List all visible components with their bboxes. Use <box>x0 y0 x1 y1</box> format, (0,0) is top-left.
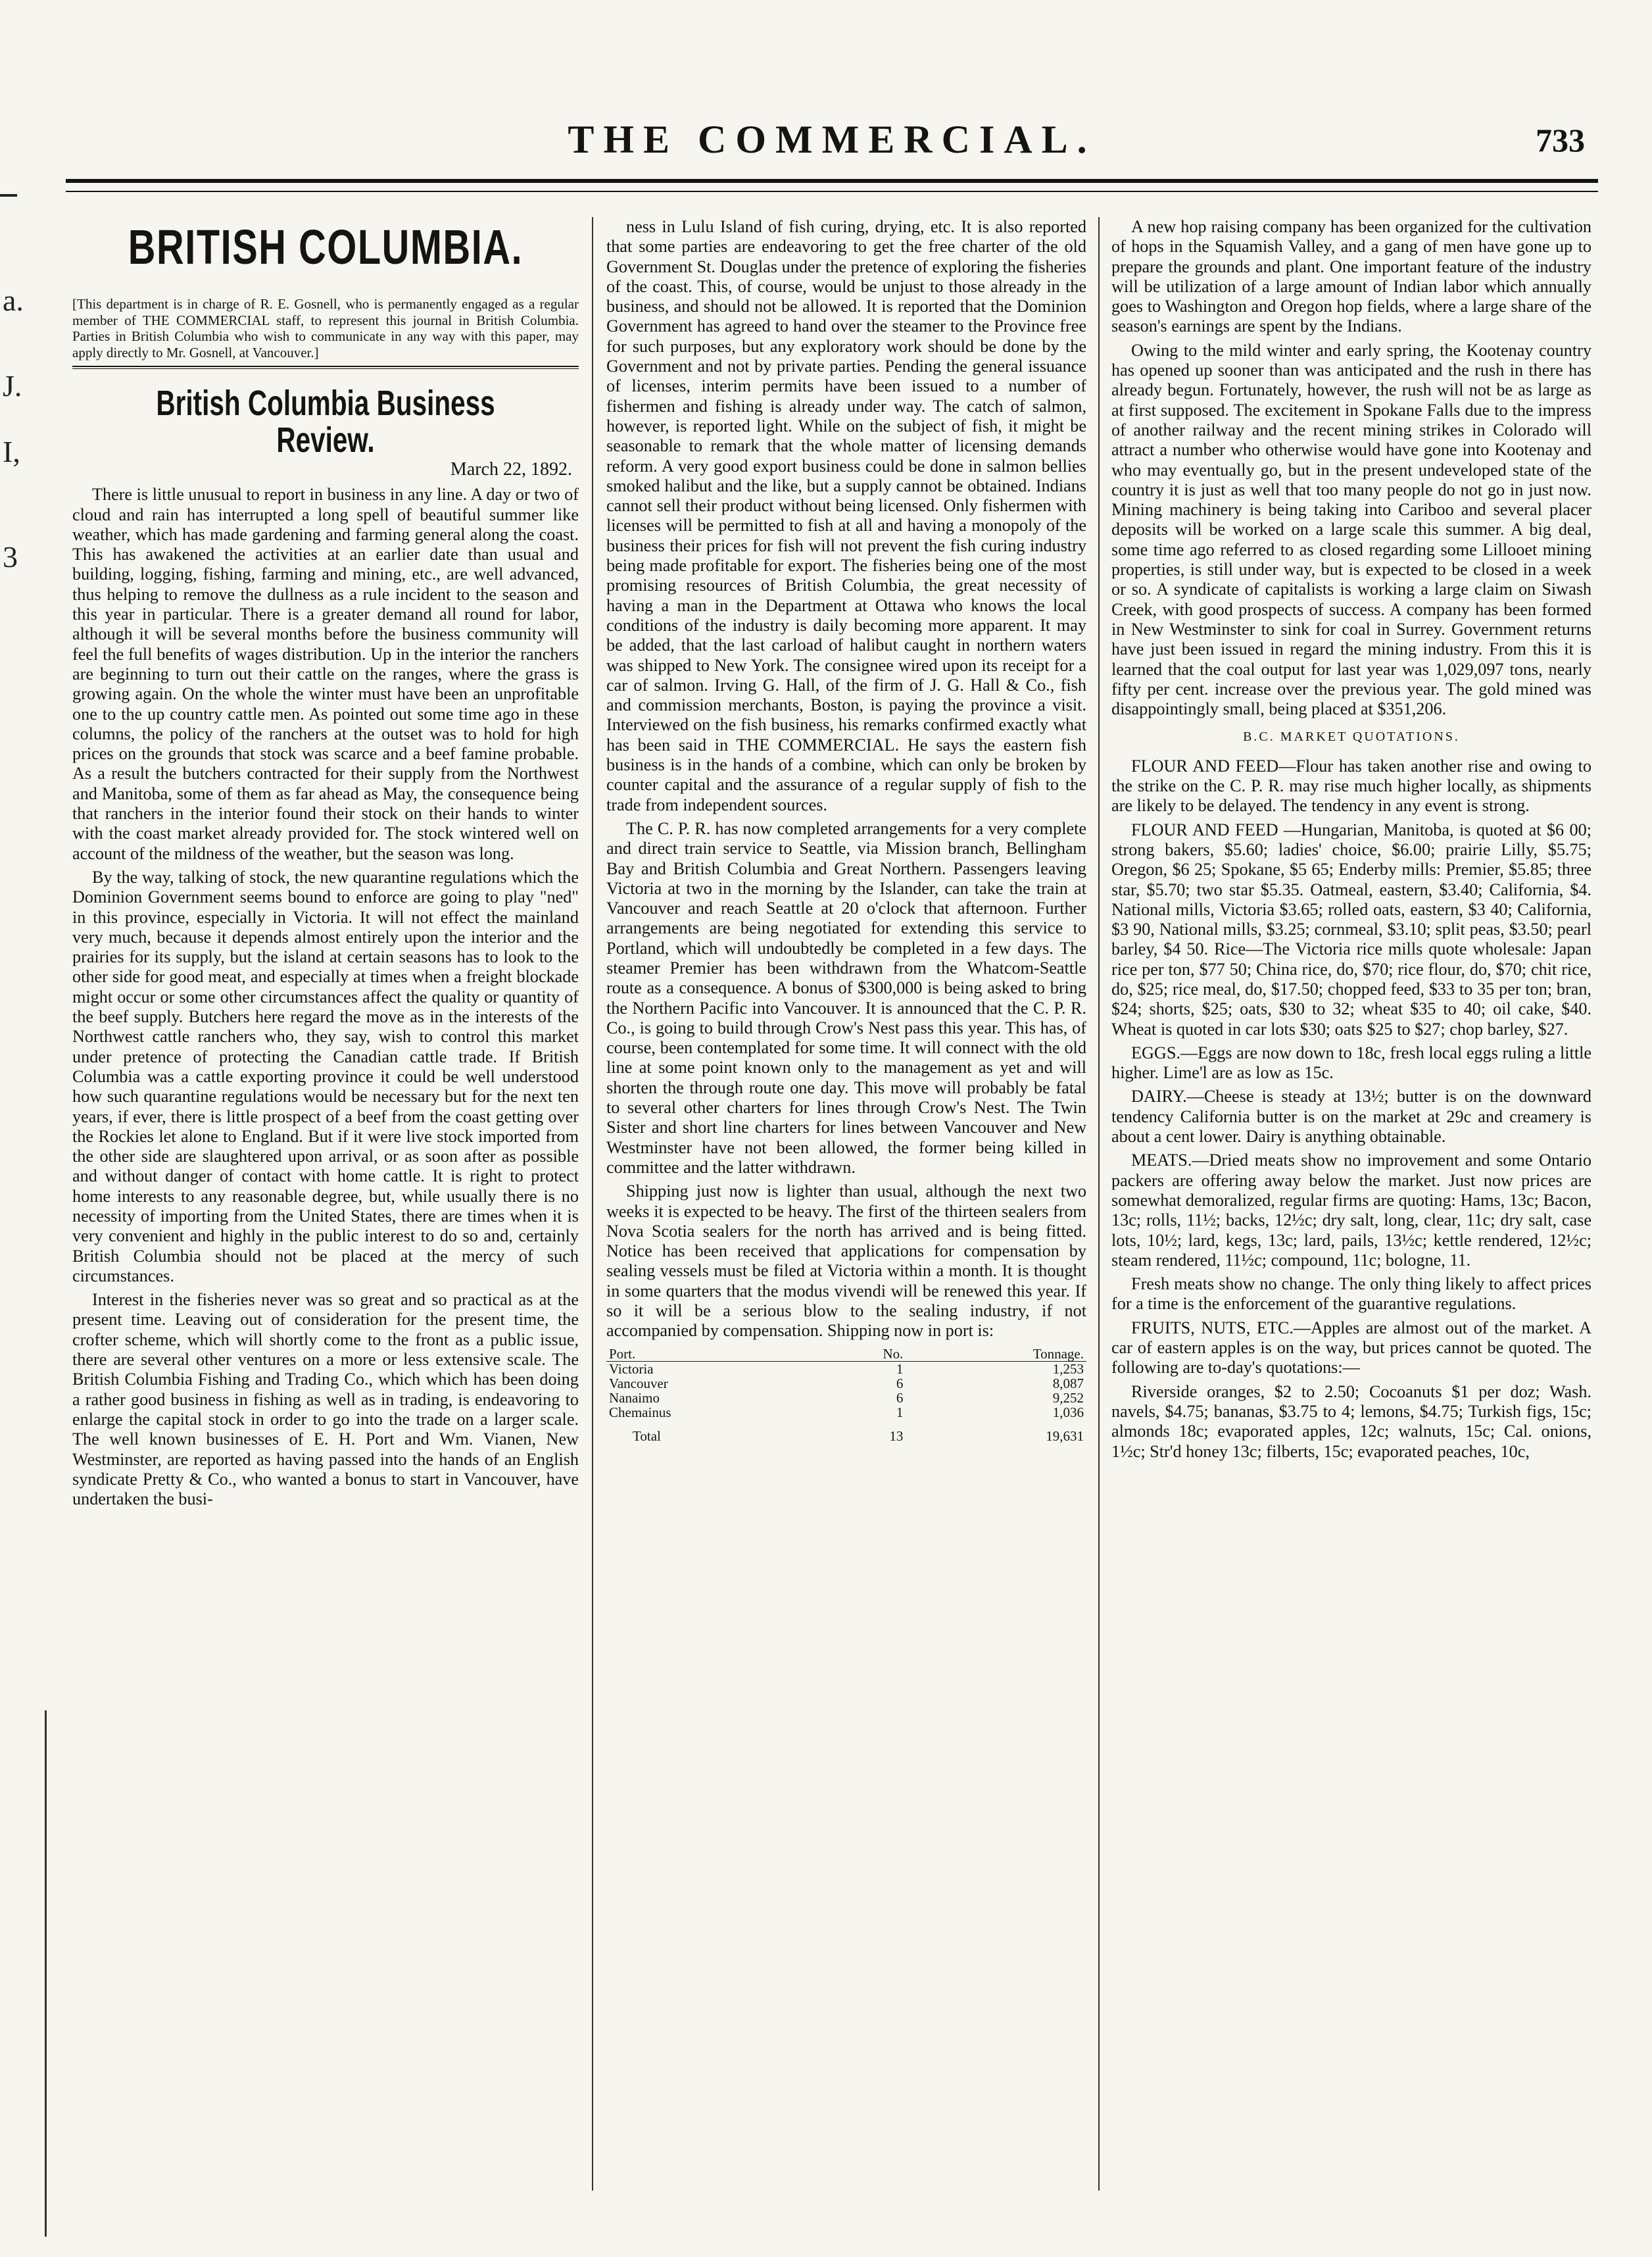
market-paragraph: Riverside oranges, $2 to 2.50; Cocoanuts $1 per doz; Wash. navels, $4.75; bananas, $3.75 to 4; lemons, $4.75; Turkish figs, 15c; almonds 18c; evaporated apples, 12c; walnuts, 15c; Cal. onions, 1½c; Str'd honey 13c; filberts, 15c; evaporated peaches, 10c, <box>1111 1381 1591 1461</box>
shipping-table <box>606 1347 1086 1443</box>
market-paragraph: EGGS.—Eggs are now down to 18c, fresh local eggs ruling a little higher. Lime'l are as low as 15c. <box>1111 1043 1591 1083</box>
market-heading: B.C. MARKET QUOTATIONS. <box>1243 730 1460 745</box>
market-paragraph: MEATS.—Dried meats show no improvement and some Ontario packers are offering away below the market. Just now prices are somewhat demoralized, regular firms are quoting: Hams, 13c; Bacon, 13c; rolls, 11½; backs, 12½c; dry salt, long, clear, 11c; dry salt, case lots, 10½; lard, kegs, 13c; lard, pails, 13½c; kettle rendered, 12½c; steam rendered, 11½c; compound, 11c; bologne, 11. <box>1111 1151 1591 1270</box>
section-title: BRITISH COLUMBIA. <box>128 220 523 274</box>
article-paragraph: By the way, talking of stock, the new quarantine regulations which the Dominion Government seems bound to enforce are going to play "ned" in this province, especially in Victoria. It will not effect the mainland very much, because it depends almost entirely upon the interior and the prairies for its supply, but the island at certain seasons has to look to the other side for good meat, and especially at times when a freight blockade might occur or some other circumstances affect the quality or quantity of the beef supply. Butchers here regard the move as in the interests of the Northwest cattle ranchers who, they say, wish to control this market under pretence of protecting the Canadian cattle trade. If British Columbia was a cattle exporting province it could be well understood how such quarantine regulations would be necessary but for the next ten years, if ever, there is little prospect of a beef from the coast getting over the Rockies let alone to England. But if it were live stock imported from the other side are slaughtered upon arrival, or as soon after as possible and without danger of contact with home cattle. It is right to protect home interests to any reasonable degree, but, while usually there is no necessity of importing from the United States, there are times when it is very convenient and highly in the public interest to do so and, certainly British Columbia should not be placed at the mercy of such circumstances. <box>72 867 579 1285</box>
table-row <box>606 1405 1086 1420</box>
divider <box>72 368 579 369</box>
tonnage-cell: 1,036 <box>1052 1404 1084 1420</box>
column-header: Port. <box>606 1347 823 1362</box>
margin-mark: a. <box>3 284 24 317</box>
margin-line <box>45 1710 47 2237</box>
margin-mark: J. <box>3 369 22 403</box>
column-2 <box>606 217 1086 1443</box>
count-cell: 1 <box>896 1360 904 1377</box>
column-header: Tonnage. <box>906 1347 1086 1362</box>
count-cell: 6 <box>896 1389 904 1406</box>
port-cell: Chemainus <box>609 1404 671 1420</box>
column-divider <box>592 217 593 2191</box>
article-paragraph: Owing to the mild winter and early spring, the Kootenay country has opened up sooner than was anticipated and the rush in there has already begun. Fortunately, however, the rush will not be as large as at first supposed. The excitement in Spokane Falls due to the impress of another railway and the recent mining strikes in Colorado will attract a number who otherwise would have gone into Kootenay and who may eventually go, but in the present undeveloped state of the country it is just as well that too many people do not go in just now. Mining machinery is being taking into Cariboo and several placer deposits will be worked on a large scale this summer. A big deal, some time ago referred to as closed regarding some Lillooet mining properties, is still under way, but is expected to be closed in a week or so. A syndicate of capitalists is working a large claim on Siwash Creek, with good prospects of success. A company has been formed in New Westminster to sink for coal in Surrey. Government returns have just been issued in regard the mining industry. From this it is learned that the coal output for last year was 1,029,097 tons, nearly fifty per cent. increase over the previous year. The gold mined was disappointingly small, being placed at $351,206. <box>1111 340 1591 719</box>
market-paragraph: FLOUR AND FEED —Hungarian, Manitoba, is quoted at $6 00; strong bakers, $5.60; ladies' choice, $6.00; prairie Lilly, $5.75; Oregon, $6 25; Spokane, $5 65; Enderby mills: Premier, $5.85; three star, $5.70; two star $5.35. Oatmeal, eastern, $3.40; California, $4. National mills, Victoria $3.65; rolled oats, eastern, $3 40; California, $3 90, National mills, $3.25; cornmeal, $3.10; split peas, $3.50; pearl barley, $4 50. Rice—The Victoria rice mills quote wholesale: Japan rice per ton, $77 50; China rice, do, $70; rice flour, do, $70; chit rice, do, $25; rice meal, do, $17.50; chopped feed, $33 to 35 per ton; bran, $24; shorts, $25; oats, $30 to 32; wheat $35 to 40; oil cake, $40. Wheat is quoted in car lots $30; oats $25 to $27; chop barley, $27. <box>1111 820 1591 1039</box>
total-label: Total <box>633 1427 661 1444</box>
market-paragraph: FRUITS, NUTS, ETC.—Apples are almost out of the market. A car of eastern apples is on the way, but prices cannot be quoted. The following are to-day's quotations:— <box>1111 1318 1591 1377</box>
port-cell: Victoria <box>609 1360 654 1377</box>
margin-rule <box>0 194 17 197</box>
dateline: March 22, 1892. <box>450 459 572 480</box>
total-tonnage: 19,631 <box>1046 1427 1084 1444</box>
table-row <box>606 1361 1086 1376</box>
page-number: 733 <box>1536 122 1585 159</box>
tonnage-cell: 1,253 <box>1052 1360 1084 1377</box>
table-header-row <box>606 1347 1086 1362</box>
masthead-title: THE COMMERCIAL. <box>568 118 1096 161</box>
article-paragraph: The C. P. R. has now completed arrangements for a very complete and direct train service to Seattle, via Mission branch, Bellingham Bay and British Columbia and Great Northern. Passengers leaving Victoria at two in the morning by the Islander, can take the train at Vancouver and reach Seattle at 20 o'clock that afternoon. Further arrangements are being negotiated for extending this service to Portland, which will undoubtedly be completed in a few days. The steamer Premier has been withdrawn from the Whatcom-Seattle route as a consequence. A bonus of $300,000 is being asked to bring the Northern Pacific into Vancouver. It is announced that the C. P. R. Co., is going to build through Crow's Nest pass this year. This has, of course, been contemplated for some time. It will connect with the old line at some point known only to the management as yet and will shorten the through route one day. This move will probably be fatal to several other charters for lines through Crow's Nest. The Twin Sister and short line charters for lines between Vancouver and New Westminster have not been allowed, the former being killed in committee and the latter withdrawn. <box>606 818 1086 1177</box>
header-rule <box>66 179 1598 183</box>
article-title: British Columbia Business Review. <box>156 384 495 460</box>
total-count: 13 <box>889 1427 904 1444</box>
table-row <box>606 1391 1086 1405</box>
port-cell: Nanaimo <box>609 1389 660 1406</box>
table-total-row <box>606 1420 1086 1443</box>
column-header: No. <box>823 1347 906 1362</box>
column-divider <box>1098 217 1100 2191</box>
margin-mark: 3 <box>3 540 18 574</box>
market-paragraph: Fresh meats show no change. The only thing likely to affect prices for a time is the enforcement of the guarantive regulations. <box>1111 1274 1591 1314</box>
masthead <box>66 112 1598 164</box>
market-paragraph: DAIRY.—Cheese is steady at 13½; butter is on the downward tendency California butter is on the market at 29c and creamery is about a cent lower. Dairy is anything obtainable. <box>1111 1087 1591 1147</box>
tonnage-cell: 9,252 <box>1052 1389 1084 1406</box>
market-paragraph: FLOUR AND FEED—Flour has taken another rise and owing to the strike on the C. P. R. may rise much higher locally, as shipments are likely to be delayed. The tendency in any event is strong. <box>1111 756 1591 816</box>
divider <box>72 366 579 367</box>
article-paragraph: A new hop raising company has been organized for the cultivation of hops in the Squamish Valley, and a gang of men have gone up to prepare the grounds and plant. One important feature of the industry will be utilization of a large amount of Indian labor which annually goes to Washington and Oregon hop fields, where a large share of the season's earnings are spent by the Indians. <box>1111 217 1591 336</box>
tonnage-cell: 8,087 <box>1052 1375 1084 1391</box>
article-paragraph: Interest in the fisheries never was so great and so practical as at the present time. Leaving out of consideration for the present time, the crofter scheme, which will shortly come to the front as a public issue, there are several other ventures on a more or less extensive scale. The British Columbia Fishing and Trading Co., which which has been doing a rather good business in fishing as well as in trading, is endeavoring to enlarge the capital stock in order to go into the trade on a larger scale. The well known businesses of E. H. Port and Wm. Vianen, New Westminster, are reported as having passed into the hands of an English syndicate Pretty & Co., who wanted a bonus to start in Vancouver, have undertaken the busi- <box>72 1290 579 1509</box>
editor-note: [This department is in charge of R. E. Gosnell, who is permanently engaged as a regular member of THE COMMERCIAL staff, to represent this journal in British Columbia. Parties in British Columbia who wish to communicate in any way with this paper, may apply directly to Mr. Gosnell, at Vancouver.] <box>72 296 579 360</box>
article-paragraph: There is little unusual to report in business in any line. A day or two of cloud and rain has interrupted a long spell of beautiful summer like weather, which has made gardening and farming general along the coast. This has awakened the activities at an earlier date than usual and building, logging, fishing, farming and mining, etc., are well advanced, thus helping to remove the dullness as a rule incident to the season and this year in particular. There is a greater demand all round for labor, although it will be several months before the business community will feel the full benefits of wages distribution. Up in the interior the ranchers are beginning to turn out their cattle on the ranges, where the grass is growing again. On the whole the winter must have been an unprofitable one to the up country cattle men. As pointed out some time ago in these columns, the policy of the ranchers at the outset was to hold for high prices on the grounds that stock was scarce and a beef famine probable. As a result the butchers contracted for their supply from the Northwest and Manitoba, some of them as far ahead as May, the consequence being that ranchers in the interior found their stock on their hands to winter with the coast market already provided for. The stock wintered well on account of the mildness of the weather, but the season was long. <box>72 485 579 863</box>
port-cell: Vancouver <box>609 1375 668 1391</box>
count-cell: 1 <box>896 1404 904 1420</box>
article-paragraph: ness in Lulu Island of fish curing, drying, etc. It is also reported that some parties are endeavoring to get the free charter of the old Government St. Douglas under the pretence of exploring the fisheries of the coast. This, of course, would be unjust to those already in the business, and should not be allowed. It is reported that the Dominion Government has agreed to hand over the steamer to the Province free for such purposes, but any exploratory work should be done by the Government and not by private parties. Pending the general issuance of licenses, interim permits have been issued to a number of fishermen and fishing is already under way. The catch of salmon, however, is reported light. While on the subject of fish, it might be seasonable to remark that the whole matter of licensing demands reform. A very good export business could be done in salmon bellies smoked halibut and the like, but a supply cannot be obtained. Indians cannot sell their product without being licensed. Only fishermen with licenses will be permitted to fish at all and having a monopoly of the business their prices for fish will not prevent the fish curing industry being made profitable for export. The fisheries being one of the most promising resources of British Columbia, the great necessity of having a man in the Department at Ottawa who knows the local conditions of the industry is daily becoming more apparent. It may be added, that the last carload of halibut caught in northern waters was shipped to New York. The consignee wired upon its receipt for a car of salmon. Irving G. Hall, of the firm of J. G. Hall & Co., fish and commission merchants, Boston, is paying the province a visit. Interviewed on the fish business, his remarks confirmed exactly what has been said in THE COMMERCIAL. He says the eastern fish business is in the hands of a combine, which can only be broken by counter capital and the assurance of a regular supply of fish to the trade from independent sources. <box>606 217 1086 814</box>
column-3 <box>1111 217 1591 1466</box>
count-cell: 6 <box>896 1375 904 1391</box>
margin-mark: I, <box>3 435 20 468</box>
column-1 <box>72 217 579 1513</box>
article-paragraph: Shipping just now is lighter than usual, although the next two weeks it is expected to be heavy. The first of the thirteen sealers from Nova Scotia sealers for the north has arrived and is being fitted. Notice has been received that applications for compensation by sealing vessels must be filed at Victoria within a month. It is thought in some quarters that the modus vivendi will be renewed this year. If so it will be a serious blow to the sealing industry, if not accompanied by compensation. Shipping now in port is: <box>606 1181 1086 1341</box>
table-row <box>606 1376 1086 1391</box>
header-rule-thin <box>66 191 1598 192</box>
